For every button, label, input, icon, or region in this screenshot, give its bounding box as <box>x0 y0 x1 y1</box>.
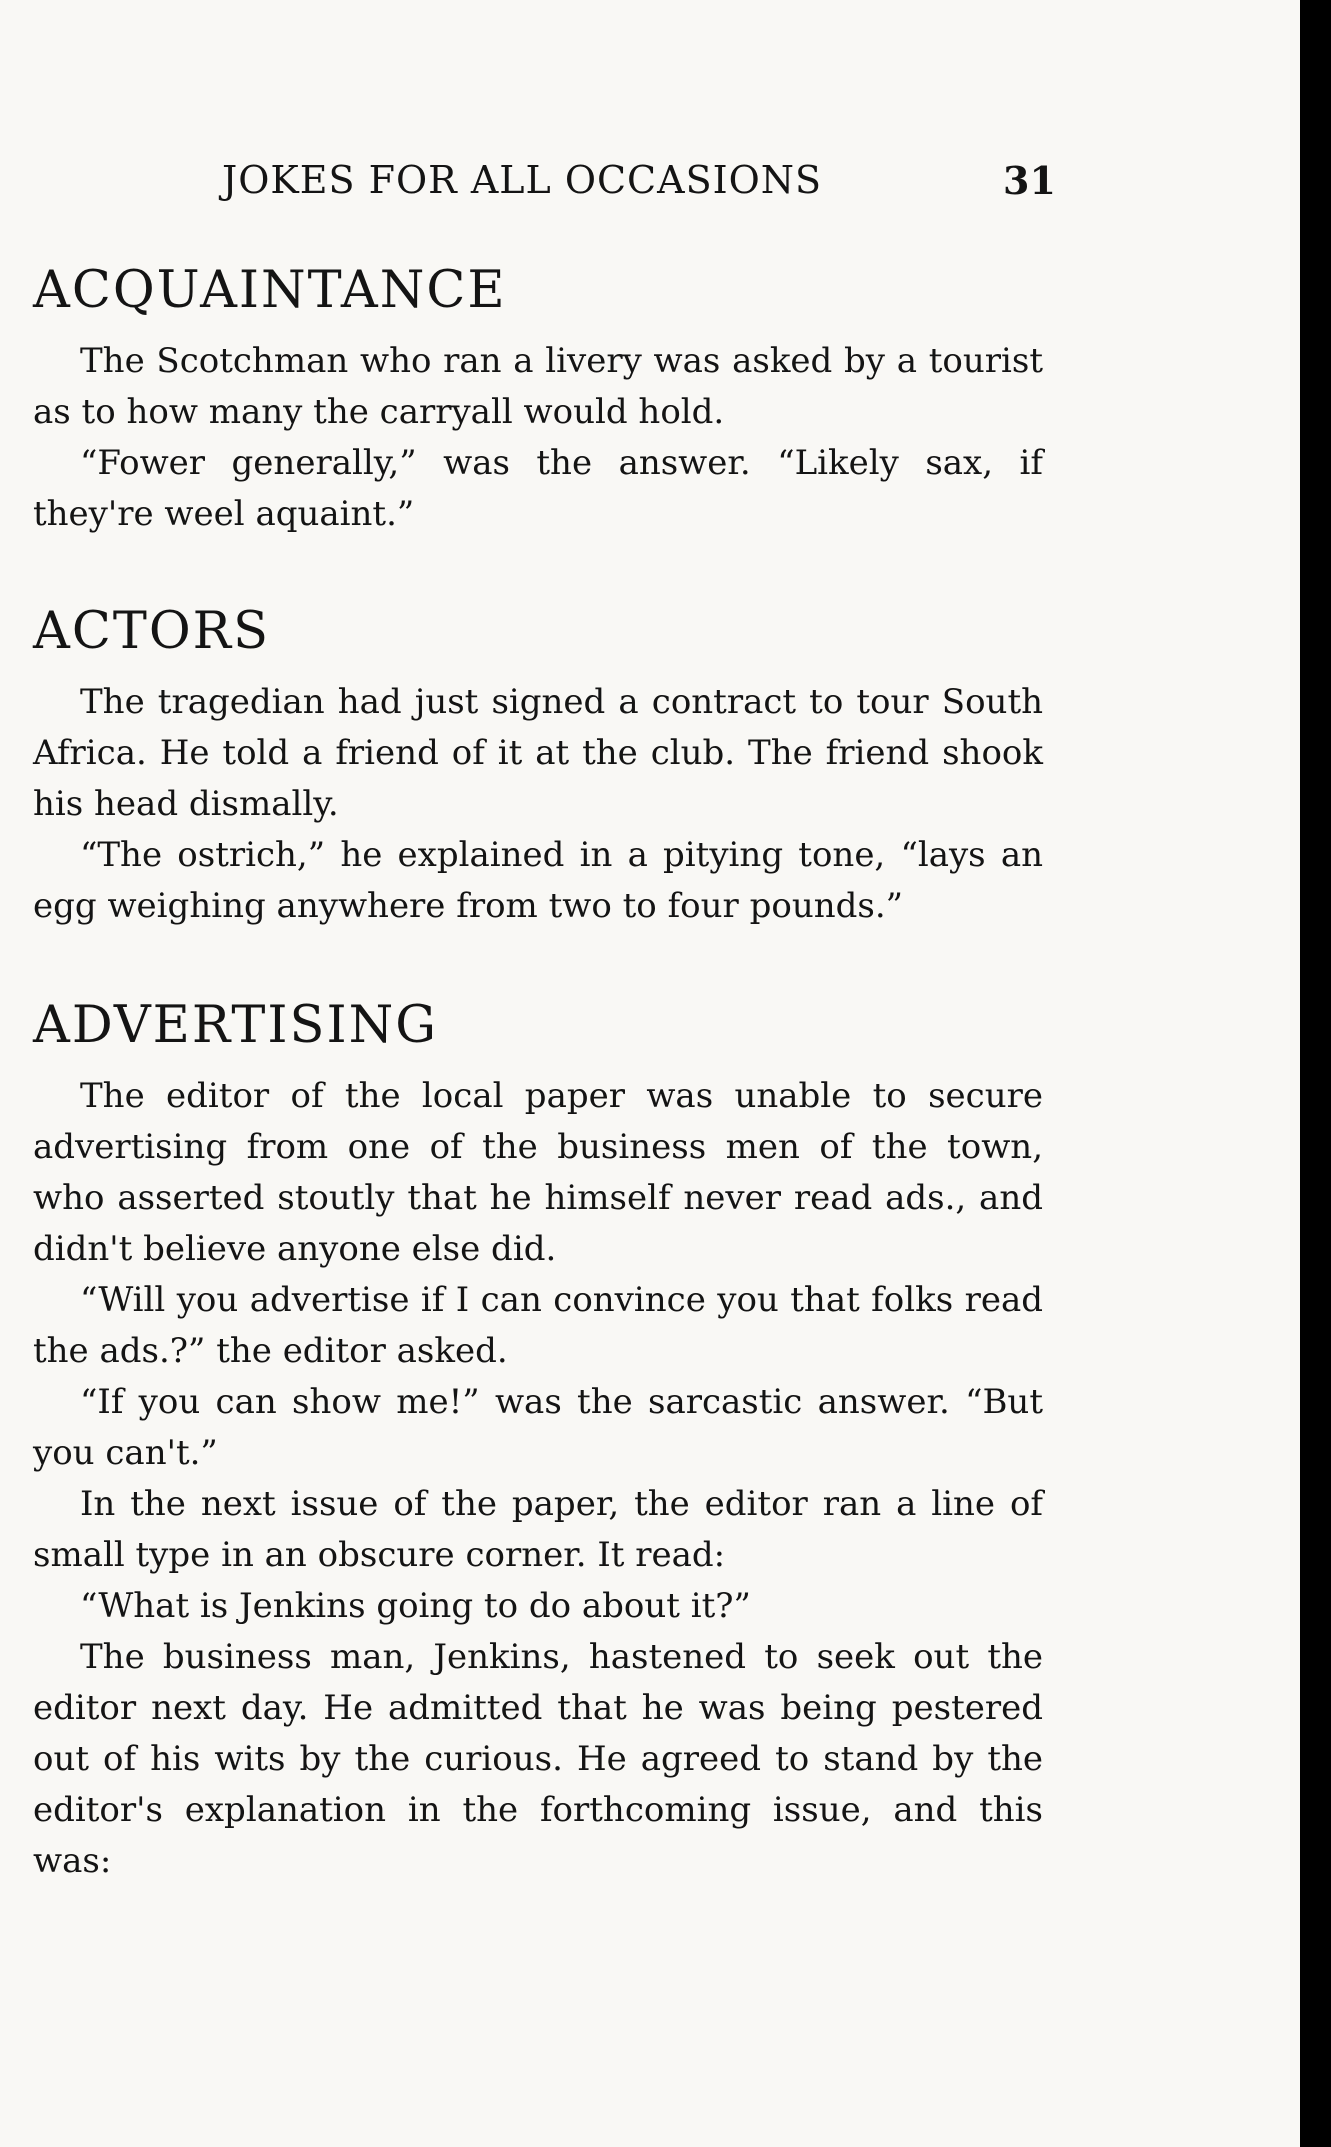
paragraph: “The ostrich,” he explained in a pitying tone, “lays an egg weighing anywhere from two to four pounds.” <box>33 835 1043 926</box>
section-advertising <box>33 996 1043 1887</box>
section-title: ADVERTISING <box>33 996 438 1055</box>
paragraph: “What is Jenkins going to do about it?” <box>80 1586 751 1626</box>
section-title: ACTORS <box>33 602 271 661</box>
page-header <box>0 158 1300 208</box>
paragraph: In the next issue of the paper, the editor ran a line of small type in an obscure corner. It read: <box>33 1484 1043 1575</box>
section-acquaintance <box>33 261 1043 540</box>
section-actors <box>33 602 1043 932</box>
paragraph: The editor of the local paper was unable to secure advertising from one of the business men of the town, who asserted stoutly that he himself never read ads., and didn't believe anyone else did. <box>33 1076 1043 1269</box>
paragraph: “Will you advertise if I can convince you that folks read the ads.?” the editor asked. <box>33 1280 1043 1371</box>
running-title: JOKES FOR ALL OCCASIONS <box>222 158 823 202</box>
paragraph: The tragedian had just signed a contract to tour South Africa. He told a friend of it at the club. The friend shook his head dismally. <box>33 682 1043 824</box>
paragraph: The Scotchman who ran a livery was asked by a tourist as to how many the carryall would hold. <box>33 341 1043 432</box>
paragraph: The business man, Jenkins, hastened to seek out the editor next day. He admitted that he was being pestered out of his wits by the curious. He agreed to stand by the editor's explanation in the forthcoming issue, and this was: <box>33 1637 1043 1881</box>
page-number: 31 <box>1003 158 1056 203</box>
paragraph: “Fower generally,” was the answer. “Likely sax, if they're weel aquaint.” <box>33 443 1043 534</box>
paragraph: “If you can show me!” was the sarcastic answer. “But you can't.” <box>33 1382 1043 1473</box>
section-title: ACQUAINTANCE <box>33 261 507 320</box>
scan-edge-shadow <box>1300 0 1331 2147</box>
